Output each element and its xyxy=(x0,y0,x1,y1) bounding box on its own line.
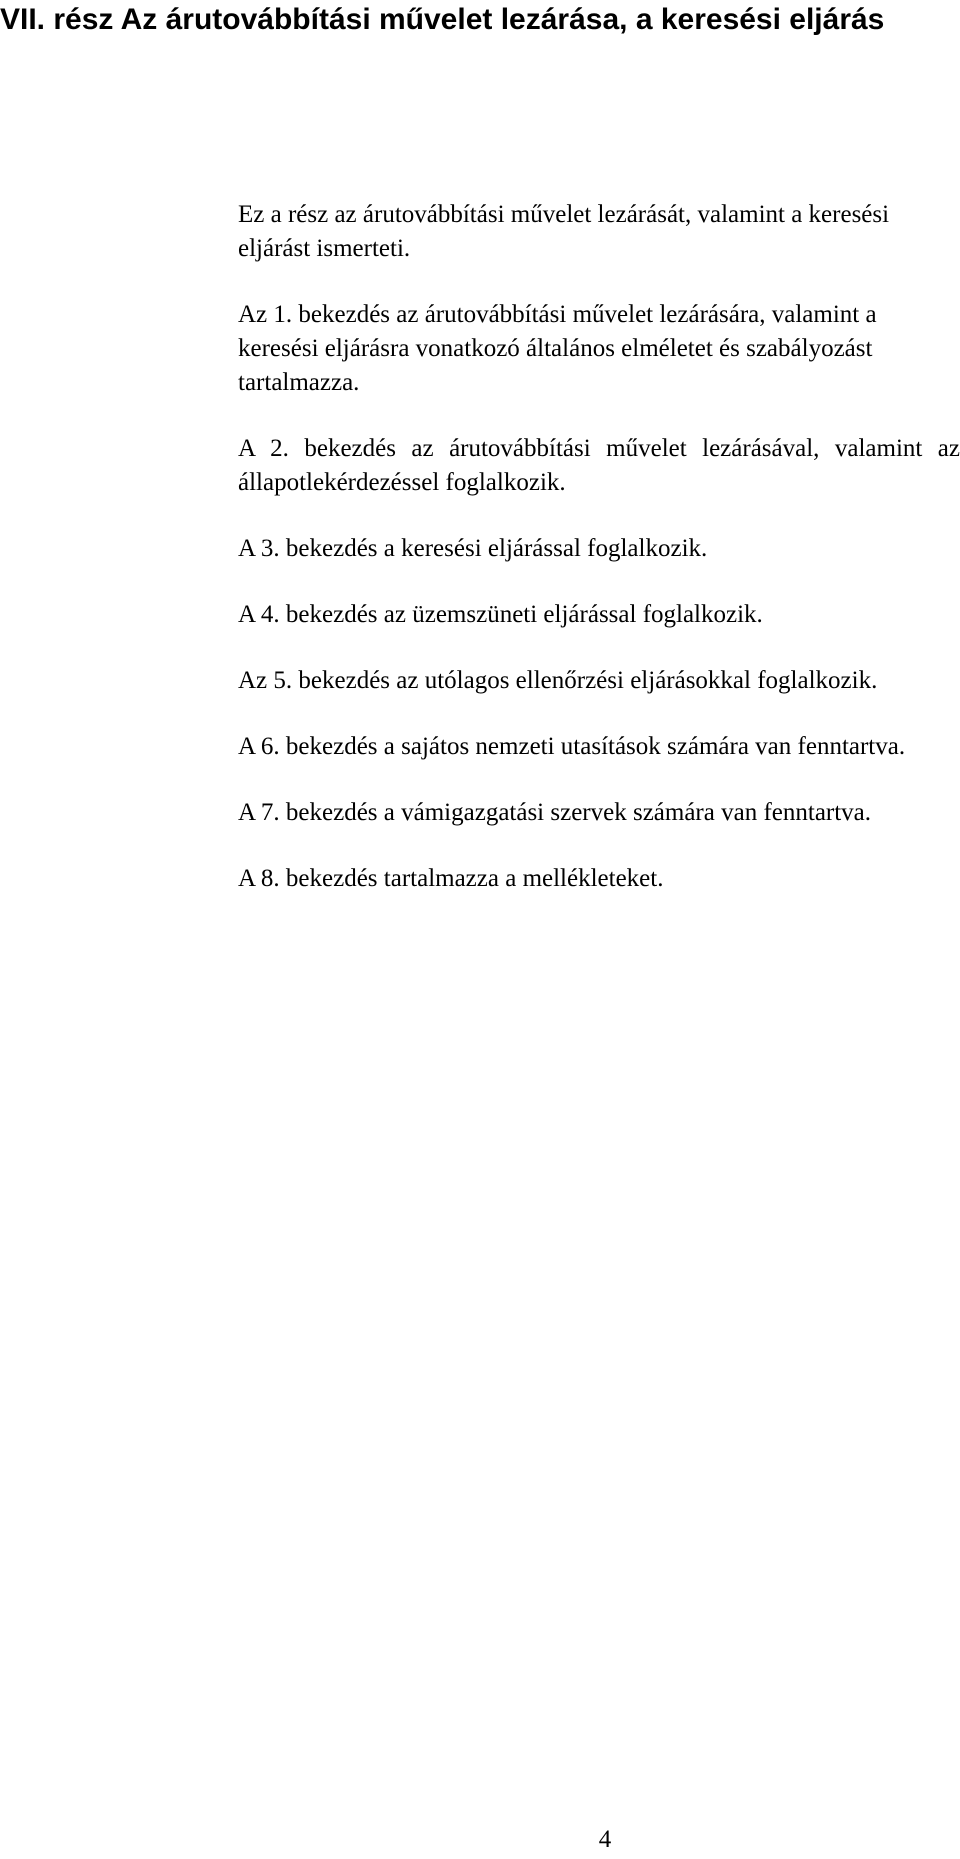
paragraph-section-8: A 8. bekezdés tartalmazza a mellékleteket. xyxy=(238,865,664,892)
paragraph-section-2: A 2. bekezdés az árutovábbítási művelet lezárásával, valamint az állapotlekérdezéssel foglalkozik. xyxy=(238,435,960,496)
paragraph-section-7: A 7. bekezdés a vámigazgatási szervek számára van fenntartva. xyxy=(238,799,872,826)
paragraph-section-3: A 3. bekezdés a keresési eljárással foglalkozik. xyxy=(238,535,708,562)
document-body xyxy=(238,198,960,928)
paragraph-intro: Ez a rész az árutovábbítási művelet lezárását, valamint a keresési eljárást ismerteti. xyxy=(238,201,890,262)
section-heading: VII. rész Az árutovábbítási művelet lezárása, a keresési eljárás xyxy=(0,3,885,36)
paragraph-section-1: Az 1. bekezdés az árutovábbítási művelet lezárására, valamint a keresési eljárásra vonatkozó általános elméletet és szabályozást tartalmazza. xyxy=(238,301,877,396)
paragraph-section-6: A 6. bekezdés a sajátos nemzeti utasítások számára van fenntartva. xyxy=(238,733,906,760)
page-number: 4 xyxy=(598,1826,612,1853)
paragraph-section-4: A 4. bekezdés az üzemszüneti eljárással foglalkozik. xyxy=(238,601,763,628)
paragraph-section-5: Az 5. bekezdés az utólagos ellenőrzési eljárásokkal foglalkozik. xyxy=(238,667,878,694)
